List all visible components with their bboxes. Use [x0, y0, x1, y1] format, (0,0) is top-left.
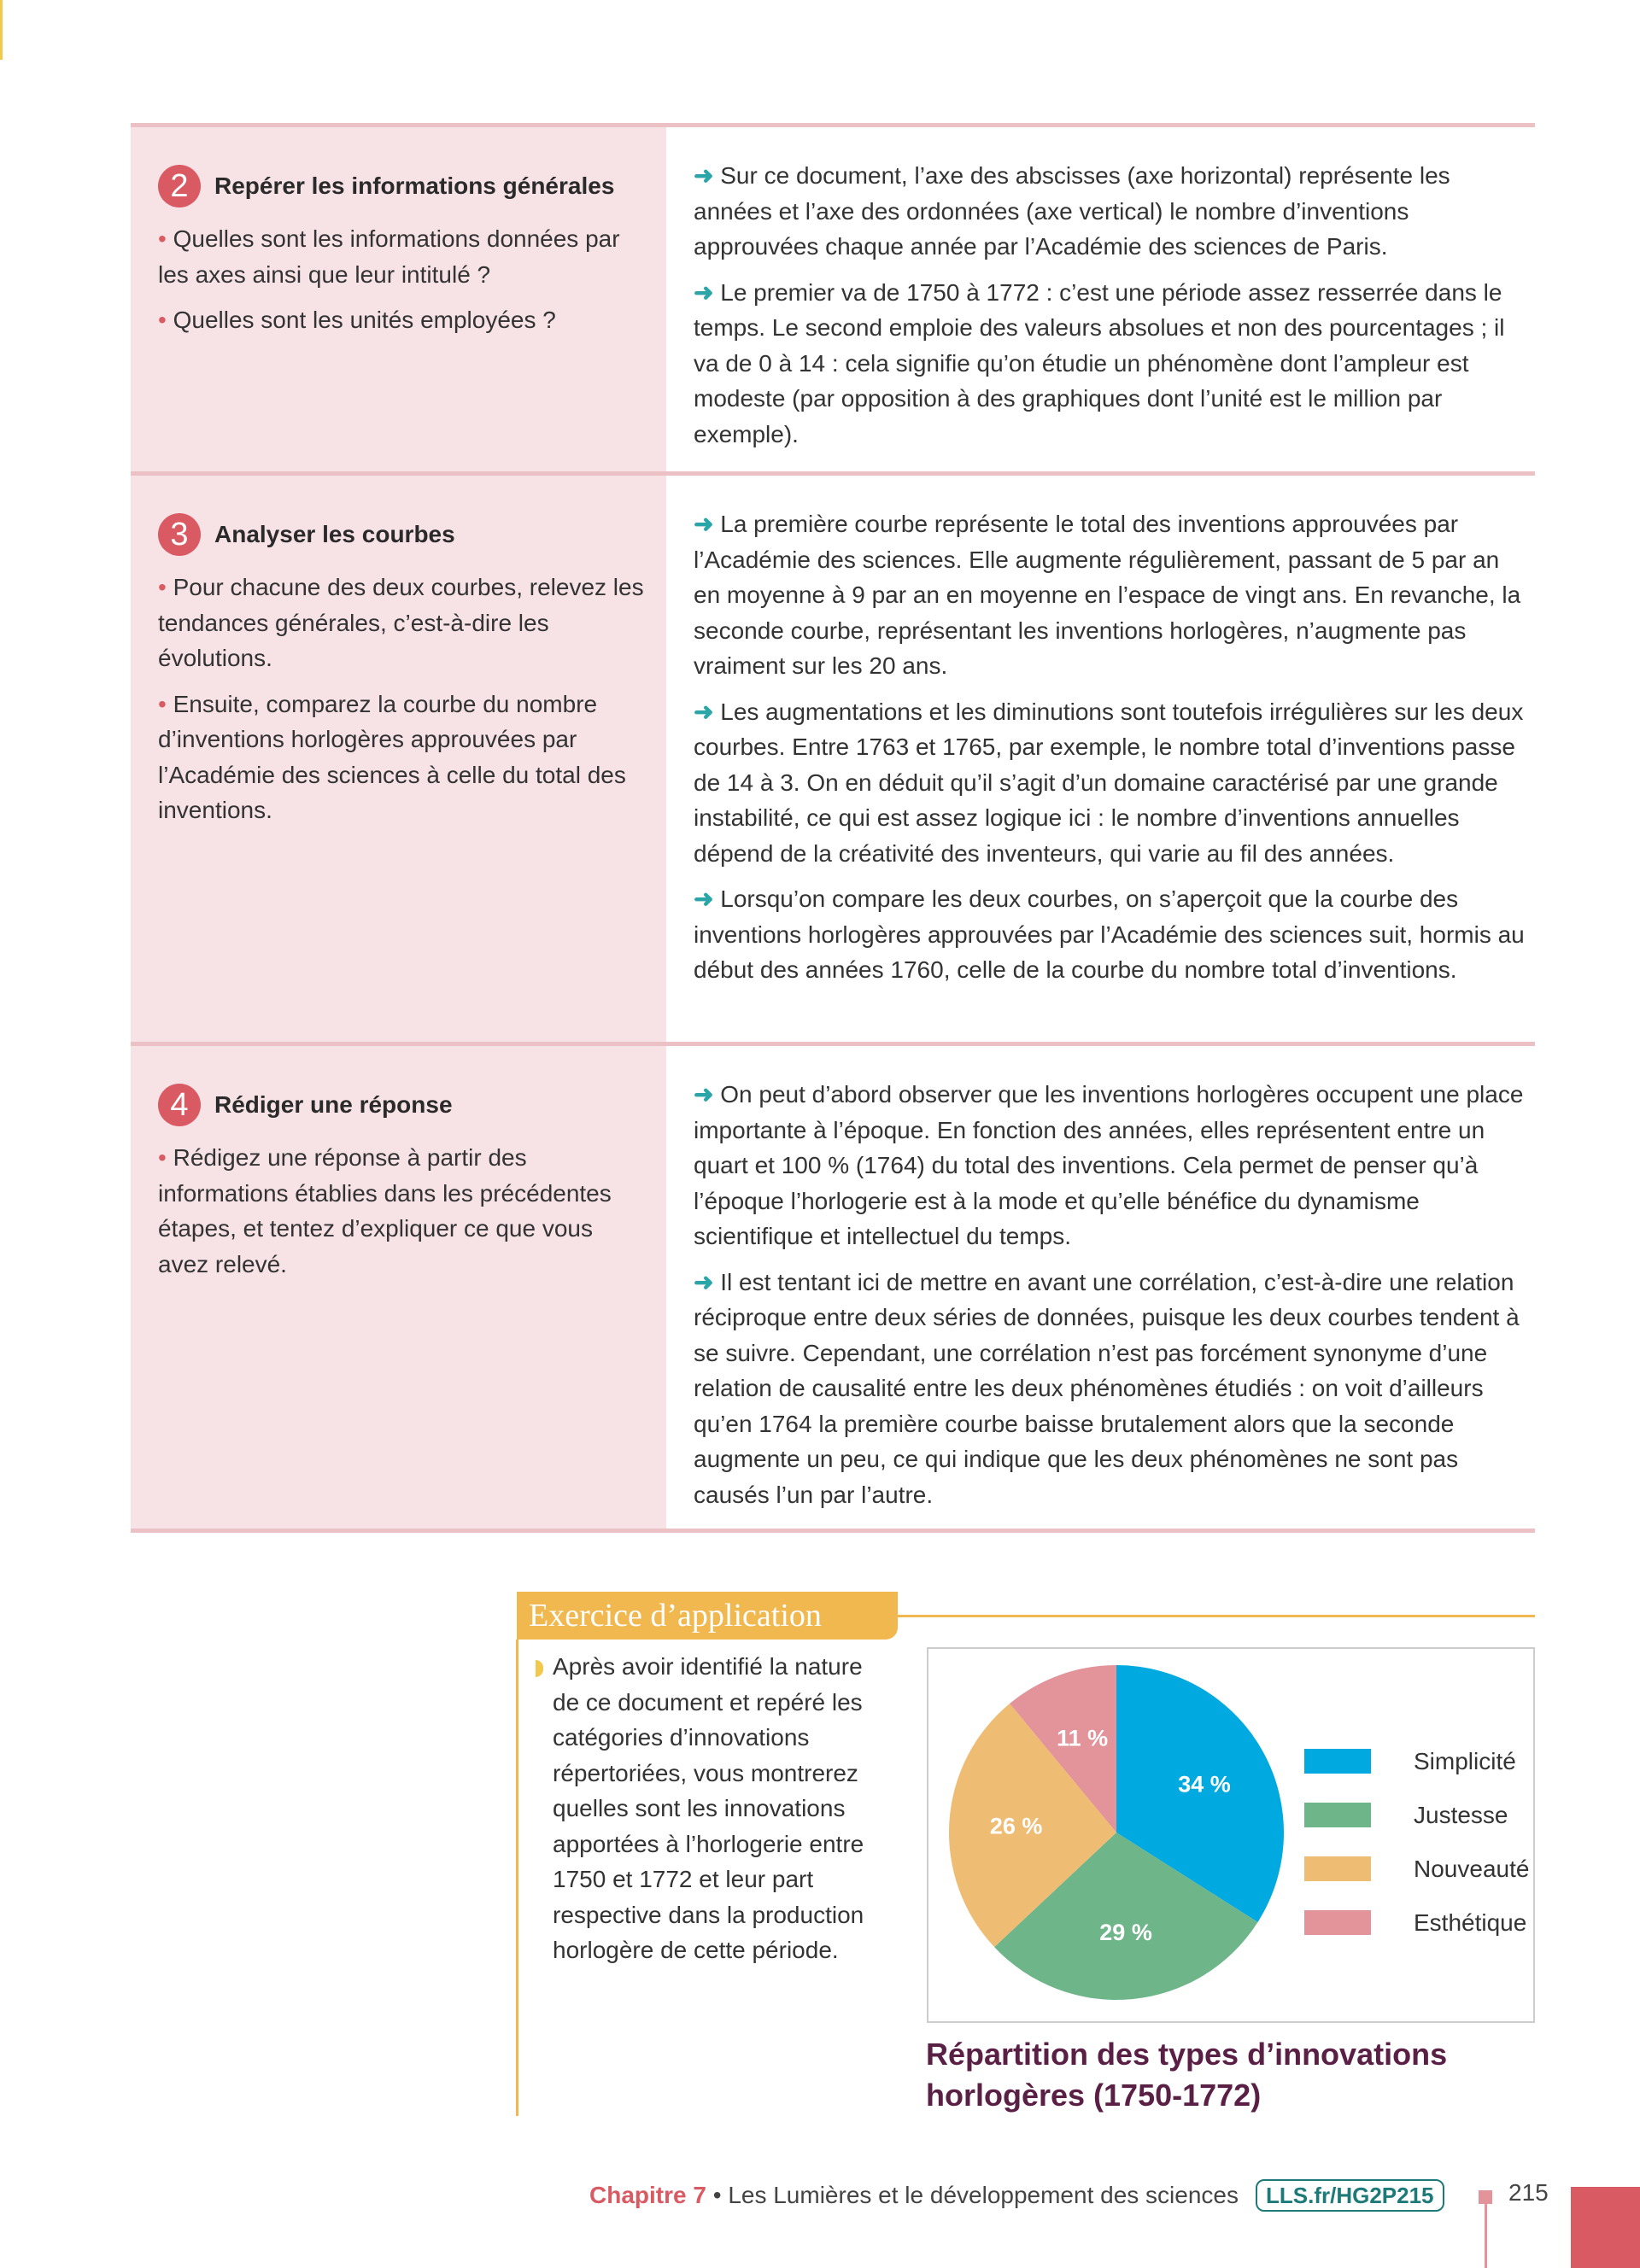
- legend-item: [1304, 1734, 1529, 1788]
- step-questions: [131, 476, 666, 1046]
- question-text: Pour chacune des deux courbes, relevez les tendances générales, c’est-à-dire les évolutions.: [158, 574, 644, 671]
- exercise-text: Après avoir identifié la nature de ce document et repéré les catégories d’innovations répertoriées, vous montrerez quelles sont les innovations apportées à l’horlogerie entre 1750 et 1772 et leur part respective dans la production horlogère de cette période.: [553, 1653, 864, 1963]
- answer-text: Les augmentations et les diminutions sont toutefois irrégulières sur les deux courbes. Entre 1763 et 1765, par exemple, le nombre total d’inventions passe de 14 à 3. On en déduit qu’il s’agit d’un domaine caractérisé par une grande instabilité, ce qui est assez logique ici : le nombre d’inventions annuelles dépend de la créativité des inventeurs, qui varie au fil des années.: [694, 698, 1524, 867]
- answer-paragraph: [694, 694, 1528, 872]
- footer-separator: •: [706, 2182, 729, 2208]
- footer-chapter: Chapitre 7: [589, 2182, 706, 2208]
- legend-item: [1304, 1788, 1529, 1842]
- step-title-text: Rédiger une réponse: [214, 1091, 453, 1118]
- question-text: Ensuite, comparez la courbe du nombre d’inventions horlogères approuvées par l’Académie des sciences à celle du total des inventions.: [158, 690, 626, 823]
- legend-item: [1304, 1896, 1529, 1949]
- step-number: 2: [158, 165, 201, 208]
- legend-label: Justesse: [1414, 1801, 1508, 1828]
- bullet-icon: •: [158, 1144, 167, 1171]
- arrow-right-icon: ➜: [694, 162, 714, 189]
- arrow-right-icon: ➜: [694, 1268, 714, 1295]
- arrow-right-icon: ➜: [694, 278, 714, 306]
- pie-svg: [928, 1649, 1287, 2021]
- question-list: [158, 1140, 649, 1292]
- answer-paragraph: [694, 158, 1528, 265]
- step-number: 3: [158, 513, 201, 556]
- question-item: [158, 302, 649, 338]
- answer-paragraph: [694, 1265, 1528, 1513]
- question-text: Quelles sont les informations données par les axes ainsi que leur intitulé ?: [158, 225, 620, 288]
- page-number: 215: [1508, 2179, 1549, 2206]
- exercise-title: Exercice d’application: [517, 1592, 898, 1640]
- step-number: 4: [158, 1084, 201, 1126]
- question-item: [158, 1140, 649, 1282]
- step-title-text: Repérer les informations générales: [214, 172, 615, 199]
- step-questions: [131, 127, 666, 476]
- answer-text: Lorsqu’on compare les deux courbes, on s’aperçoit que la courbe des inventions horlogères approuvées par l’Académie des sciences suit, hormis au début des années 1760, celle de la courbe du nombre total d’inventions.: [694, 886, 1525, 983]
- question-list: [158, 221, 649, 348]
- arrow-right-icon: ➜: [694, 698, 714, 725]
- answer-paragraph: [694, 506, 1528, 684]
- pie-label: 11 %: [1057, 1725, 1109, 1751]
- answer-text: On peut d’abord observer que les inventions horlogères occupent une place importante à l’époque. En fonction des années, elles représentent entre un quart et 100 % (1764) du total des inventions. Cela permet de penser qu’à l’époque l’horlogerie est à la mode et qu’elle bénéfice du dynamisme scientifique et intellectuel du temps.: [694, 1081, 1524, 1249]
- pie-chart: [927, 1647, 1535, 2023]
- step-title: [158, 513, 455, 556]
- bullet-icon: •: [158, 690, 167, 717]
- legend-swatch: [1304, 1856, 1371, 1881]
- question-item: [158, 221, 649, 292]
- answer-paragraph: [694, 275, 1528, 453]
- answer-text: La première courbe représente le total des inventions approuvées par l’Académie des sciences. Elle augmente régulièrement, passant de 5 par an en moyenne à 9 par an en moyenne en l’espace de vingt ans. En revanche, la seconde courbe, représentant les inventions horlogères, n’augmente pas vraiment sur les 20 ans.: [694, 511, 1521, 679]
- bullet-icon: •: [158, 307, 167, 333]
- chart-caption: Répartition des types d’innovations horlogères (1750-1772): [926, 2037, 1448, 2113]
- pie-label: 34 %: [1178, 1771, 1231, 1797]
- legend-item: [1304, 1842, 1529, 1896]
- legend-swatch: [1304, 1910, 1371, 1935]
- legend-swatch: [1304, 1749, 1371, 1774]
- step-title: [158, 1084, 453, 1126]
- arrow-right-icon: ➜: [694, 886, 714, 912]
- bullet-icon: •: [158, 225, 167, 252]
- page-tab: [1571, 2187, 1640, 2268]
- footer-link[interactable]: LLS.fr/HG2P215: [1256, 2179, 1444, 2212]
- arrow-right-icon: ➜: [694, 1081, 714, 1108]
- step-title-text: Analyser les courbes: [214, 521, 455, 547]
- legend-swatch: [1304, 1803, 1371, 1827]
- answer-text: Il est tentant ici de mettre en avant une corrélation, c’est-à-dire une relation réciproque entre deux séries de données, puisque les deux courbes tendent à se suivre. Cependant, une corrélation n’est pas forcément synonyme d’une relation de causalité entre les deux phénomènes étudiés : on voit d’ailleurs qu’en 1764 la première courbe baisse brutalement alors que la seconde augmente un peu, ce qui indique que les deux phénomènes ne sont pas causés l’un par l’autre.: [694, 1268, 1520, 1508]
- corner-mark: [0, 0, 3, 60]
- step-answers: [666, 127, 1535, 476]
- pie-label: 29 %: [1099, 1920, 1152, 1946]
- step-questions: [131, 1046, 666, 1533]
- answer-text: Sur ce document, l’axe des abscisses (axe horizontal) représente les années et l’axe des ordonnées (axe vertical) le nombre d’inventions approuvées chaque année par l’Académie des sciences de Paris.: [694, 162, 1450, 260]
- answer-paragraph: [694, 881, 1528, 988]
- page-footer: [589, 2179, 1444, 2212]
- step-row: [131, 1042, 1535, 1533]
- table-bottom-border: [131, 1529, 1535, 1533]
- chart-legend: [1304, 1734, 1529, 1949]
- legend-label: Simplicité: [1414, 1747, 1516, 1774]
- question-text: Rédigez une réponse à partir des informations établies dans les précédentes étapes, et tentez d’expliquer ce que vous avez relevé.: [158, 1144, 612, 1277]
- legend-label: Esthétique: [1414, 1909, 1527, 1936]
- step-answers: [666, 1046, 1535, 1533]
- step-row: [131, 471, 1535, 1046]
- answer-list: [694, 158, 1528, 462]
- question-item: [158, 570, 649, 676]
- answer-paragraph: [694, 1077, 1528, 1254]
- exercise-side-rule: [516, 1640, 518, 2116]
- footer-subject: Les Lumières et le développement des sciences: [728, 2182, 1239, 2208]
- answer-list: [694, 1077, 1528, 1523]
- pie-label: 26 %: [989, 1813, 1043, 1839]
- exercise-rule: [898, 1615, 1535, 1617]
- question-text: Quelles sont les unités employées ?: [173, 307, 556, 333]
- answer-text: Le premier va de 1750 à 1772 : c’est une période assez resserrée dans le temps. Le second emploie des valeurs absolues et non des pourcentages ; il va de 0 à 14 : cela signifie qu’on étudie un phénomène dont l’ampleur est modeste (par opposition à des graphiques dont l’unité est le million par exemple).: [694, 278, 1505, 447]
- step-row: [131, 123, 1535, 476]
- answer-list: [694, 506, 1528, 998]
- question-list: [158, 570, 649, 839]
- legend-label: Nouveauté: [1414, 1855, 1530, 1882]
- arrow-right-icon: ➜: [694, 511, 714, 537]
- step-answers: [666, 476, 1535, 1046]
- question-item: [158, 687, 649, 828]
- step-title: [158, 165, 614, 208]
- page-marker-line: [1485, 2199, 1487, 2268]
- bullet-icon: •: [158, 574, 167, 600]
- bullet-marker-icon: [536, 1660, 543, 1677]
